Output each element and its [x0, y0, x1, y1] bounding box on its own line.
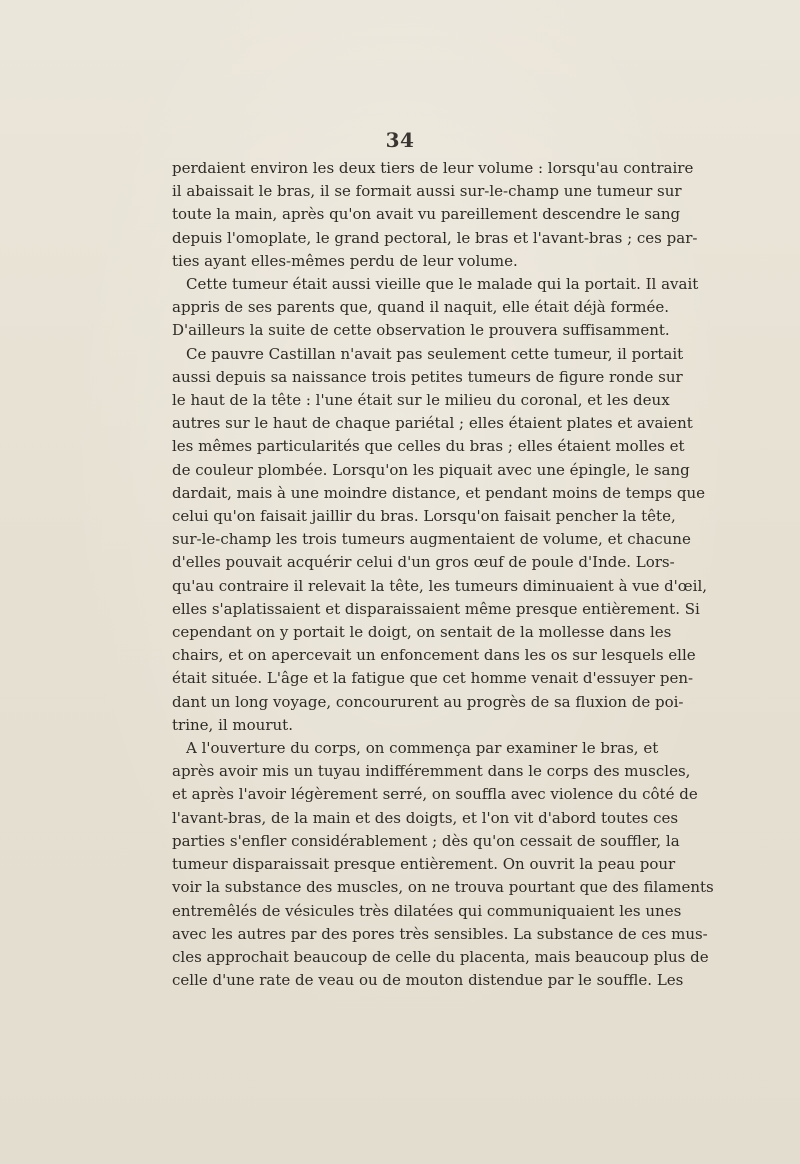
paragraph-3: [172, 343, 708, 737]
text-line: les mêmes particularités que celles du bras ; elles étaient molles et: [172, 437, 685, 456]
text-line: était située. L'âge et la fatigue que cet homme venait d'essuyer pen-: [172, 669, 694, 688]
text-line: de couleur plombée. Lorsqu'on les piquait avec une épingle, le sang: [172, 460, 690, 479]
text-line: chairs, et on apercevait un enfoncement dans les os sur lesquels elle: [172, 646, 696, 665]
text-line: cependant on y portait le doigt, on sentait de la mollesse dans les: [172, 623, 672, 642]
text-line: dant un long voyage, concoururent au progrès de sa fluxion de poi-: [172, 692, 684, 711]
text-line: le haut de la tête : l'une était sur le milieu du coronal, et les deux: [172, 391, 670, 410]
paragraph-4: [172, 737, 714, 992]
text-line: après avoir mis un tuyau indifféremment dans le corps des muscles,: [172, 762, 691, 781]
text-line: appris de ses parents que, quand il naquit, elle était déjà formée.: [172, 298, 670, 317]
text-line: entremêlés de vésicules très dilatées qui communiquaient les unes: [172, 901, 682, 920]
text-line: celui qu'on faisait jaillir du bras. Lorsqu'on faisait pencher la tête,: [172, 507, 676, 526]
body-text: [172, 157, 714, 992]
text-line: et après l'avoir légèrement serré, on souffla avec violence du côté de: [172, 785, 698, 804]
text-line: aussi depuis sa naissance trois petites tumeurs de figure ronde sur: [172, 367, 683, 386]
text-line: trine, il mourut.: [172, 715, 293, 734]
page-number: 34: [385, 128, 415, 152]
paragraph-2: [172, 273, 699, 343]
text-line: sur-le-champ les trois tumeurs augmentaient de volume, et chacune: [172, 530, 691, 549]
text-line: parties s'enfler considérablement ; dès qu'on cessait de souffler, la: [172, 831, 680, 850]
text-line: Cette tumeur était aussi vieille que le malade qui la portait. Il avait: [186, 275, 699, 294]
text-line: cles approchait beaucoup de celle du placenta, mais beaucoup plus de: [172, 947, 709, 966]
text-line: d'elles pouvait acquérir celui d'un gros œuf de poule d'Inde. Lors-: [172, 553, 675, 572]
text-line: qu'au contraire il relevait la tête, les tumeurs diminuaient à vue d'œil,: [172, 576, 708, 595]
text-line: A l'ouverture du corps, on commença par examiner le bras, et: [186, 739, 659, 758]
text-line: elles s'aplatissaient et disparaissaient même presque entièrement. Si: [172, 599, 700, 618]
text-line: voir la substance des muscles, on ne trouva pourtant que des filaments: [172, 878, 714, 897]
text-line: perdaient environ les deux tiers de leur volume : lorsqu'au contraire: [172, 159, 694, 177]
paragraph-1: [172, 157, 698, 273]
text-line: depuis l'omoplate, le grand pectoral, le bras et l'avant-bras ; ces par-: [172, 228, 698, 247]
text-line: D'ailleurs la suite de cette observation le prouvera suffisamment.: [172, 321, 670, 340]
text-line: toute la main, après qu'on avait vu pareillement descendre le sang: [172, 205, 681, 224]
text-line: Ce pauvre Castillan n'avait pas seulement cette tumeur, il portait: [186, 344, 684, 363]
text-line: l'avant-bras, de la main et des doigts, et l'on vit d'abord toutes ces: [172, 808, 679, 827]
text-line: dardait, mais à une moindre distance, et pendant moins de temps que: [172, 483, 705, 502]
text-line: ties ayant elles-mêmes perdu de leur volume.: [172, 251, 518, 270]
text-line: autres sur le haut de chaque pariétal ; elles étaient plates et avaient: [172, 414, 693, 433]
text-line: tumeur disparaissait presque entièrement. On ouvrit la peau pour: [172, 855, 676, 874]
text-line: avec les autres par des pores très sensibles. La substance de ces mus-: [172, 924, 708, 943]
text-line: il abaissait le bras, il se formait aussi sur-le-champ une tumeur sur: [172, 182, 682, 201]
text-line: celle d'une rate de veau ou de mouton distendue par le souffle. Les: [172, 971, 684, 990]
